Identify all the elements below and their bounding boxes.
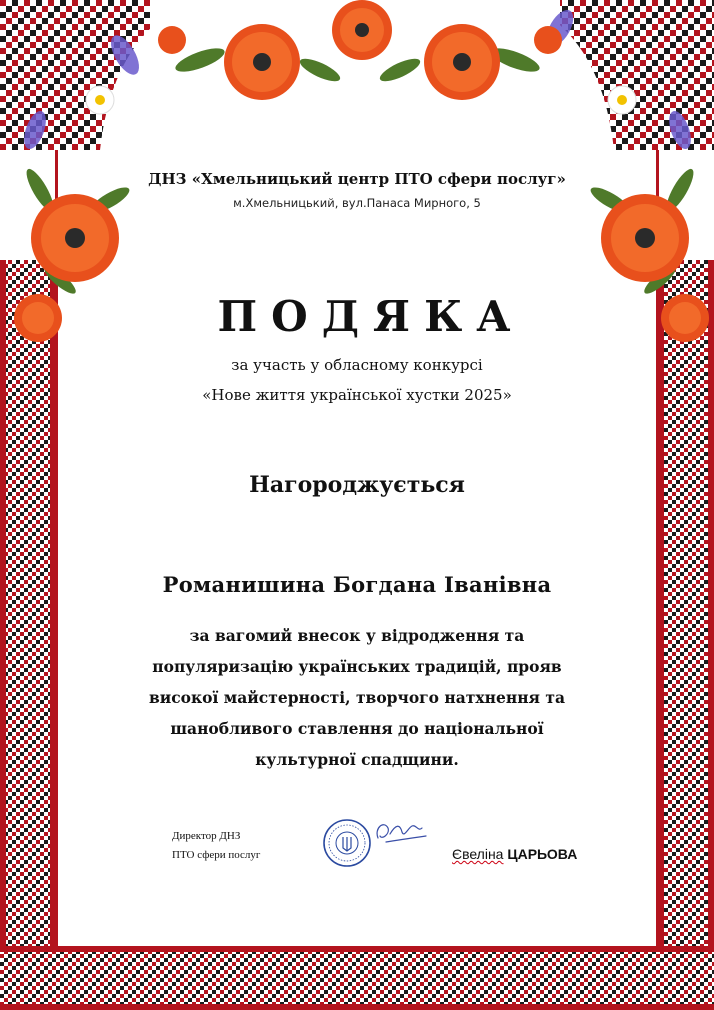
signatory-name xyxy=(452,846,577,862)
certificate-subtitle-line1: за участь у обласному конкурсі xyxy=(231,356,483,374)
organization-address: м.Хмельницький, вул.Панаса Мирного, 5 xyxy=(233,196,481,210)
recipient-name: Романишина Богдана Іванівна xyxy=(162,572,552,597)
award-reason-line: популяризацію українських традицій, прояв xyxy=(152,657,562,676)
signatory-last-name: ЦАРЬОВА xyxy=(507,846,578,862)
certificate-subtitle-line2: «Нове життя української хустки 2025» xyxy=(202,386,512,404)
official-seal-icon xyxy=(322,818,372,868)
embroidery-border-right xyxy=(656,260,714,1010)
award-reason-line: за вагомий внесок у відродження та xyxy=(189,626,525,645)
signatory-role xyxy=(172,827,260,865)
handwritten-signature xyxy=(372,810,428,850)
award-reason-line: культурної спадщини. xyxy=(255,750,459,769)
embroidery-border-left xyxy=(0,260,58,1010)
embroidery-corner-top-right xyxy=(484,0,714,150)
certificate-title: ПОДЯКА xyxy=(217,292,525,341)
award-reason xyxy=(60,620,654,775)
signatory-role-line1: Директор ДНЗ xyxy=(172,830,241,842)
signatory-role-line2: ПТО сфери послуг xyxy=(172,849,261,861)
embroidery-corner-top-left xyxy=(0,0,230,150)
award-reason-line: шанобливого ставлення до національної xyxy=(170,719,544,738)
organization-name: ДНЗ «Хмельницький центр ПТО сфери послуг» xyxy=(148,170,566,188)
award-reason-line: високої майстерності, творчого натхнення та xyxy=(148,688,566,707)
awarded-label: Нагороджується xyxy=(249,472,465,498)
signatory-first-name: Євеліна xyxy=(452,846,504,862)
embroidery-border-bottom xyxy=(0,946,714,1010)
